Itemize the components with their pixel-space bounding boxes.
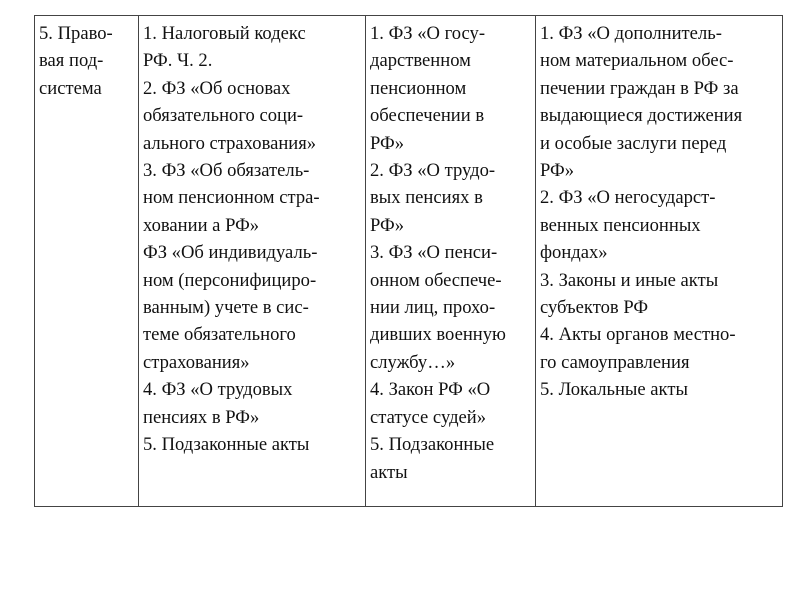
cell-line: 1. ФЗ «О госу- (370, 23, 486, 44)
cell-line: дарственном (370, 50, 471, 72)
legal-subsystem-table (34, 15, 783, 507)
cell-line: печении граждан в РФ за (540, 77, 739, 99)
cell-line: дивших военную (370, 324, 506, 346)
cell-line: обеспечении в (370, 105, 485, 127)
cell-line: службу…» (370, 351, 456, 373)
cell-line: 3. Законы и иные акты (540, 269, 719, 291)
cell-line: фондах» (540, 242, 608, 264)
cell-line: вых пенсиях в (370, 187, 483, 209)
cell-line: выдающиеся достижения (540, 105, 743, 127)
cell-line: ального страхования» (143, 132, 317, 154)
table-row (35, 16, 783, 507)
cell-column-1 (139, 16, 366, 507)
cell-line: 5. Локальные акты (540, 379, 688, 401)
cell-line: обязательного соци- (143, 105, 304, 127)
cell-line: субъектов РФ (540, 297, 649, 319)
cell-line: 4. ФЗ «О трудовых (143, 379, 293, 401)
cell-line: 5. Подзаконные акты (143, 434, 310, 456)
cell-line: ванным) учете в сис- (143, 297, 309, 319)
cell-line: страхования» (143, 351, 250, 373)
cell-line: пенсионном (370, 77, 467, 99)
cell-column-3 (536, 16, 783, 507)
cell-line: РФ» (370, 214, 405, 236)
cell-line: пенсиях в РФ» (143, 406, 260, 428)
cell-line: статусе судей» (370, 406, 487, 428)
cell-line: онном обеспече- (370, 269, 502, 291)
cell-line: РФ» (540, 160, 575, 182)
cell-line: система (39, 77, 102, 99)
cell-line: нии лиц, прохо- (370, 297, 496, 319)
cell-line: 3. ФЗ «Об обязатель- (143, 160, 310, 182)
cell-line: 2. ФЗ «О негосударст- (540, 187, 716, 209)
cell-line: 2. ФЗ «О трудо- (370, 160, 496, 182)
cell-line: го самоуправления (540, 351, 690, 373)
cell-line: 4. Акты органов местно- (540, 324, 736, 346)
cell-line: РФ» (370, 132, 405, 154)
cell-line: ном пенсионном стра- (143, 187, 320, 209)
cell-line: ном материальном обес- (540, 50, 734, 72)
cell-line: ФЗ «Об индивидуаль- (143, 242, 318, 264)
cell-line: 3. ФЗ «О пенси- (370, 242, 498, 264)
cell-line: РФ. Ч. 2. (143, 50, 213, 72)
cell-line: 5. Подзаконные (370, 434, 495, 456)
cell-column-2 (366, 16, 536, 507)
cell-line: 1. Налоговый кодекс (143, 23, 306, 44)
cell-line: 2. ФЗ «Об основах (143, 77, 291, 99)
cell-line: ном (персонифициро- (143, 269, 317, 291)
cell-line: 4. Закон РФ «О (370, 379, 491, 401)
cell-line: 5. Право- (39, 23, 113, 44)
cell-line: вая под- (39, 50, 104, 72)
cell-line: акты (370, 461, 408, 483)
cell-line: ховании а РФ» (143, 214, 260, 236)
cell-line: венных пенсионных (540, 214, 701, 236)
cell-line: теме обязательного (143, 324, 296, 346)
cell-line: 1. ФЗ «О дополнитель- (540, 23, 722, 44)
cell-subsystem-label (35, 16, 139, 507)
cell-line: и особые заслуги перед (540, 132, 727, 154)
